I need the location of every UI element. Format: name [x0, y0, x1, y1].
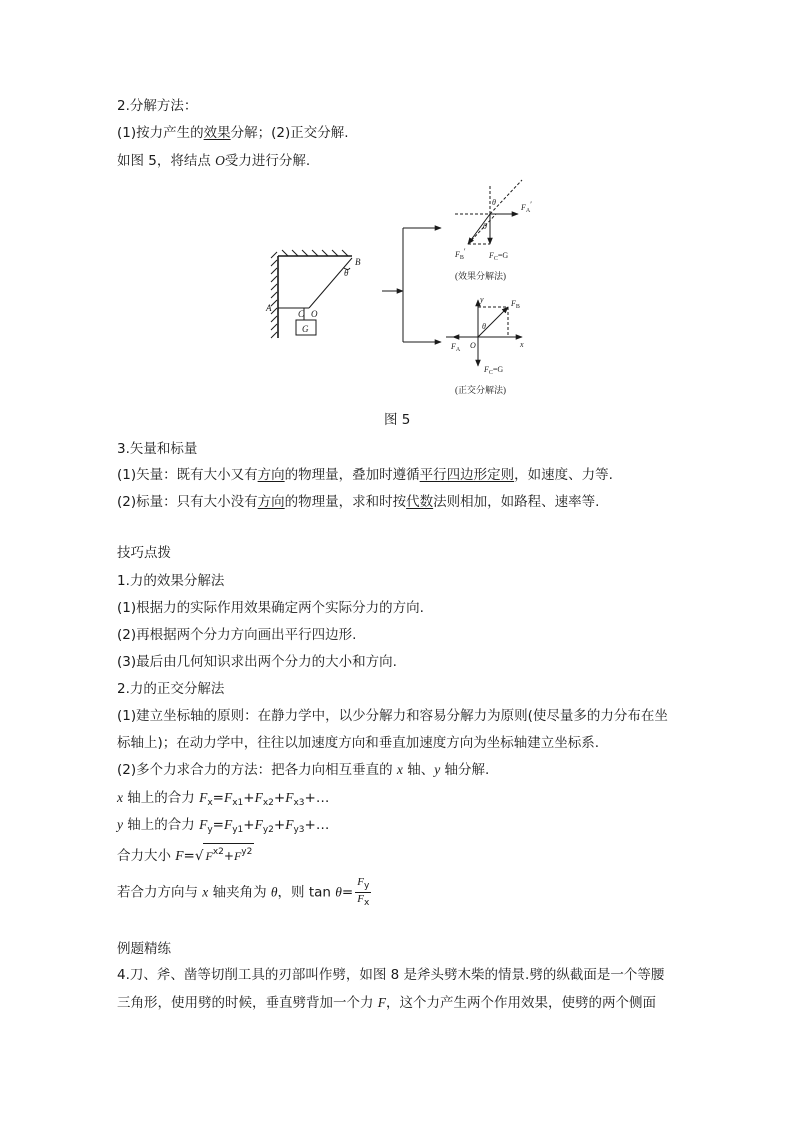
split-arrows: [382, 228, 441, 342]
label-O: O: [311, 309, 318, 319]
formula-fx: x 轴上的合力 $F_x=F_{x1}+F_{x2}+F_{x3}+\dots$: [117, 790, 330, 808]
label-B: B: [355, 257, 361, 267]
examples-heading: 例题精练: [117, 941, 171, 957]
tips-heading: 技巧点拨: [117, 545, 171, 561]
tips-ortho-rule-2: 标轴上)；在动力学中，往往以加速度方向和垂直加速度方向为坐标轴建立坐标系.: [117, 735, 600, 751]
effect-FB-label: $F_B'$: [455, 247, 466, 261]
tips-ortho-heading: 2.力的正交分解法: [117, 681, 225, 697]
ortho-method-label: (正交分解法): [455, 385, 506, 395]
label-G: G: [302, 324, 309, 334]
ortho-theta: θ: [482, 322, 486, 331]
label-A: A: [266, 303, 272, 313]
example-intro-line: 如图 5，将结点 O受力进行分解.: [117, 153, 311, 169]
ortho-x-label: x: [520, 340, 524, 349]
effect-theta-top: θ: [492, 198, 496, 207]
bracket-setup: [265, 250, 361, 338]
formula-fy: y 轴上的合力 $F_y=F_{y1}+F_{y2}+F_{y3}+\dots$: [117, 817, 330, 835]
ortho-FC-label: $F_C=G$: [484, 365, 504, 376]
effect-FC-label: $F_C=G$: [489, 251, 509, 262]
effect-FA-label: $F_A'$: [521, 200, 532, 214]
ortho-FB-label: $F_B$: [511, 299, 520, 310]
tips-ortho-rule-1: (1)建立坐标轴的原则：在静力学中，以少分解力和容易分解力为原则(使尽量多的力分布在坐: [117, 708, 668, 724]
figure-caption: 图 5: [384, 412, 411, 428]
tips-effect-step-1: (1)根据力的实际作用效果确定两个实际分力的方向.: [117, 600, 424, 616]
orthogonal-decomposition: [446, 295, 524, 395]
figure-5-diagram: [260, 186, 560, 396]
rod-OB: [309, 258, 352, 308]
formula-magnitude: 合力大小 F=√ $F^{x2}+F^{y2}$: [117, 843, 254, 866]
effect-theta-mid: θ: [483, 222, 487, 231]
section-heading-decomposition: 2.分解方法：: [117, 98, 198, 114]
scalar-definition: (2)标量：只有大小没有方向的物理量，求和时按代数法则相加，如路程、速率等.: [117, 494, 600, 510]
label-C: C: [298, 309, 305, 319]
example-4-line-2: 三角形，使用劈的时候，垂直劈背加一个力 F，这个力产生两个作用效果，使劈的两个侧面: [117, 995, 657, 1011]
ortho-origin-label: O: [470, 341, 476, 350]
tips-effect-heading: 1.力的效果分解法: [117, 573, 225, 589]
section-heading-vector-scalar: 3.矢量和标量: [117, 441, 198, 457]
example-4-line-1: 4.刀、斧、凿等切削工具的刃部叫作劈，如图 8 是斧头劈木柴的情景.劈的纵截面是一个等腰: [117, 967, 665, 983]
tips-effect-step-3: (3)最后由几何知识求出两个分力的大小和方向.: [117, 654, 397, 670]
vector-definition: (1)矢量：既有大小又有方向的物理量，叠加时遵循平行四边形定则，如速度、力等.: [117, 467, 613, 483]
ortho-y-label: y: [480, 295, 484, 304]
label-theta: θ: [344, 268, 349, 278]
ortho-FA-label: $F_A$: [451, 342, 461, 353]
tips-ortho-method: (2)多个力求合力的方法：把各力向相互垂直的 x 轴、y 轴分解.: [117, 762, 490, 778]
methods-line: (1)按力产生的效果分解；(2)正交分解.: [117, 125, 349, 141]
effect-method-label: (效果分解法): [455, 271, 506, 281]
effect-decomposition: [454, 180, 532, 281]
formula-angle: 若合力方向与 x 轴夹角为 θ，则 tan θ= $\frac{F_y}{F_x}$: [117, 876, 370, 908]
tips-effect-step-2: (2)再根据两个分力方向画出平行四边形.: [117, 627, 357, 643]
